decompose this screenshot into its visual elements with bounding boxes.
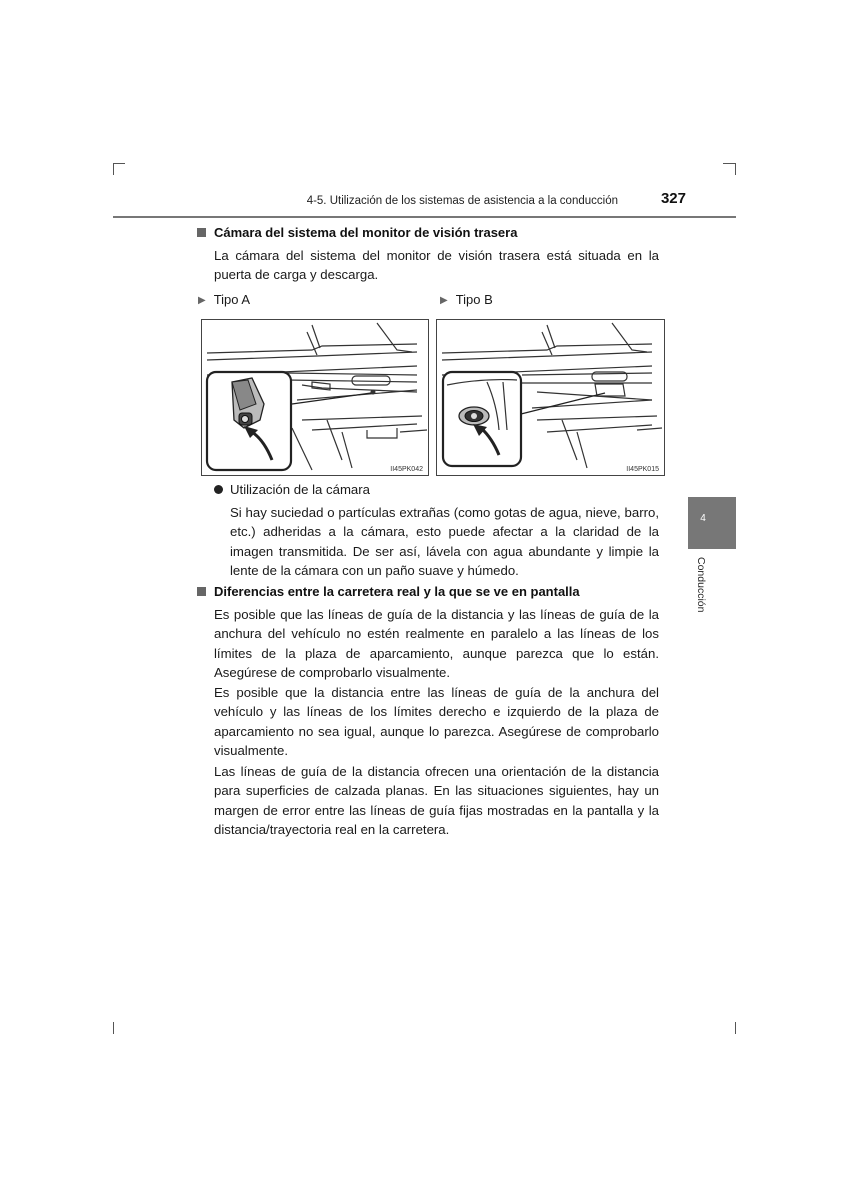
chapter-tab-label: Conducción bbox=[695, 557, 707, 613]
crop-mark-top-left-h bbox=[113, 163, 125, 164]
triangle-bullet-icon: ▶ bbox=[440, 295, 448, 306]
square-bullet-icon bbox=[197, 228, 206, 237]
tailgate-camera-illustration-b bbox=[437, 320, 664, 475]
crop-mark-bottom-right-v bbox=[735, 1022, 736, 1034]
round-bullet-icon bbox=[214, 485, 223, 494]
crop-mark-top-left-v bbox=[113, 163, 114, 175]
camera-section-heading-text: Cámara del sistema del monitor de visión trasera bbox=[214, 225, 518, 240]
camera-usage-title bbox=[214, 482, 370, 497]
differences-section-heading bbox=[197, 584, 580, 599]
camera-section-intro: La cámara del sistema del monitor de visión trasera está situada en la puerta de carga y descarga. bbox=[214, 248, 659, 283]
crop-mark-top-right-v bbox=[735, 163, 736, 175]
camera-usage-title-text: Utilización de la cámara bbox=[230, 482, 370, 497]
camera-usage-text: Si hay suciedad o partículas extrañas (como gotas de agua, nieve, barro, etc.) adheridas a la cámara, esto puede afectar a la claridad de la imagen transmitida. De ser así, lávela con agua abundante y limpie la lente de la cámara con un paño suave y húmedo. bbox=[230, 505, 659, 579]
differences-paragraph-3: Las líneas de guía de la distancia ofrecen una orientación de la distancia para superficies de calzada planas. En las situaciones siguientes, hay un margen de error entre las líneas de guía fijas mostradas en la pantalla y la distancia/trayectoria real en la carretera. bbox=[214, 764, 659, 838]
type-b-label-text: Tipo B bbox=[455, 292, 493, 307]
square-bullet-icon bbox=[197, 587, 206, 596]
chapter-tab-number: 4 bbox=[700, 513, 706, 524]
differences-section-heading-text: Diferencias entre la carretera real y la que se ve en pantalla bbox=[214, 584, 580, 599]
type-b-label bbox=[440, 292, 493, 307]
crop-mark-top-right-h bbox=[723, 163, 735, 164]
figure-a-code: II45PK042 bbox=[390, 466, 423, 473]
camera-section-heading bbox=[197, 225, 517, 240]
differences-paragraph-1: Es posible que las líneas de guía de la distancia y las líneas de guía de la anchura del vehículo no estén realmente en paralelo a las líneas de los límites de la plaza de aparcamiento, aunque parezca que lo están. Asegúrese de comprobarlo visualmente. bbox=[214, 607, 659, 681]
type-a-label bbox=[198, 292, 250, 307]
page-number: 327 bbox=[660, 190, 686, 207]
tailgate-camera-illustration-a bbox=[202, 320, 428, 475]
header-rule bbox=[113, 216, 736, 218]
figure-type-a bbox=[201, 319, 429, 476]
crop-mark-bottom-left-v bbox=[113, 1022, 114, 1034]
differences-paragraph-2: Es posible que la distancia entre las líneas de guía de la anchura del vehículo y las líneas de los límites derecho e izquierdo de la plaza de aparcamiento no sea igual, aunque lo parezca. Asegúrese de comprobarlo visualmente. bbox=[214, 685, 659, 759]
triangle-bullet-icon: ▶ bbox=[198, 295, 206, 306]
chapter-tab bbox=[688, 497, 736, 549]
running-header-section: 4-5. Utilización de los sistemas de asistencia a la conducción bbox=[306, 195, 618, 207]
figure-b-code: II45PK015 bbox=[626, 466, 659, 473]
type-a-label-text: Tipo A bbox=[213, 292, 251, 307]
figure-type-b bbox=[436, 319, 665, 476]
